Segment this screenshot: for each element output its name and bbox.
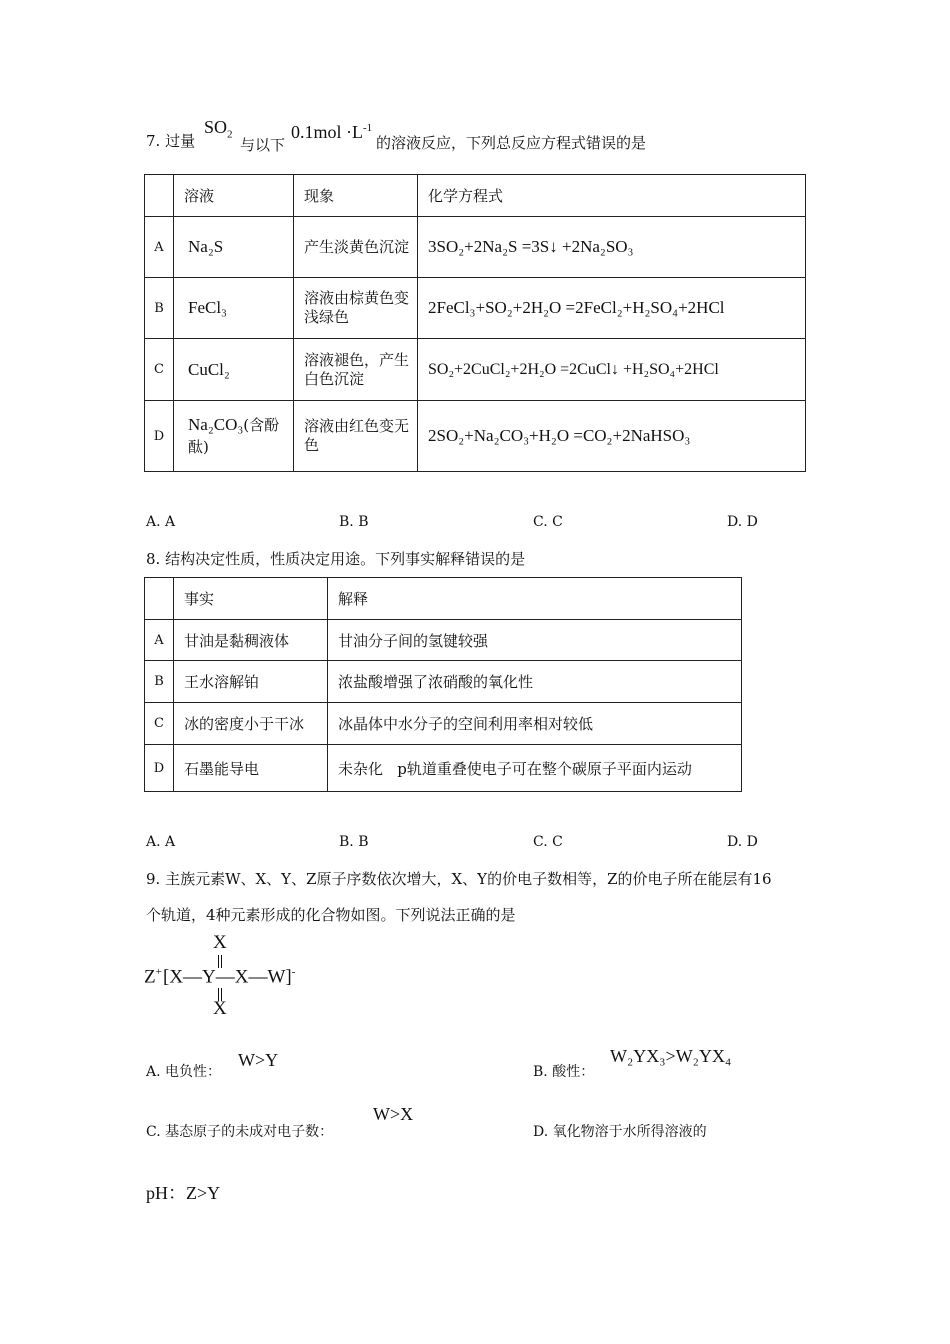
q7-concentration bbox=[291, 122, 372, 143]
q7-row-label: D bbox=[145, 401, 174, 472]
q7-row-label: B bbox=[145, 278, 174, 339]
q8-fact: 石墨能导电 bbox=[174, 745, 328, 792]
q9-option-b-label: B. 酸性： bbox=[533, 1064, 595, 1080]
q8-option-c[interactable]: C. C bbox=[533, 834, 563, 850]
q8-explanation: 冰晶体中水分子的空间利用率相对较低 bbox=[328, 703, 742, 745]
q8-header-explanation: 解释 bbox=[328, 578, 742, 620]
q7-header-blank bbox=[145, 175, 174, 217]
q8-row-a bbox=[145, 620, 742, 661]
q7-option-d[interactable]: D. D bbox=[727, 514, 758, 530]
structure-cation bbox=[144, 966, 162, 988]
q7-equation: SO₂+2CuCl₂+2H₂O =2CuCl↓ +H₂SO₄+2HCl bbox=[428, 361, 719, 378]
q9-option-c-formula: W>X bbox=[373, 1104, 414, 1124]
q7-row-a bbox=[145, 217, 806, 278]
q7-equation: 3SO₂+2Na₂S =3S↓ +2Na₂SO₃ bbox=[428, 237, 634, 256]
q7-table bbox=[144, 174, 806, 472]
q8-row-label: D bbox=[145, 745, 174, 792]
q7-row-label: C bbox=[145, 339, 174, 401]
cation-charge: + bbox=[155, 966, 162, 978]
q7-row-b bbox=[145, 278, 806, 339]
q8-fact: 王水溶解铂 bbox=[174, 661, 328, 703]
q9-option-d[interactable] bbox=[533, 1121, 707, 1141]
q7-middle: 与以下 bbox=[240, 136, 286, 154]
anion-chain: [X—Y—X—W] bbox=[163, 966, 292, 988]
q8-fact: 冰的密度小于干冰 bbox=[174, 703, 328, 745]
q7-header-solution: 溶液 bbox=[174, 175, 294, 217]
q8-row-b bbox=[145, 661, 742, 703]
q8-explanation: 甘油分子间的氢键较强 bbox=[328, 620, 742, 661]
q7-phenomenon: 溶液褪色，产生白色沉淀 bbox=[294, 339, 418, 401]
q9-option-b-formula: W₂YX₃>W₂YX₄ bbox=[610, 1046, 732, 1066]
q7-header-equation: 化学方程式 bbox=[418, 175, 806, 217]
q7-row-c bbox=[145, 339, 806, 401]
q7-solution: FeCl₃ bbox=[188, 298, 227, 317]
q8-option-a[interactable]: A. A bbox=[146, 834, 176, 850]
q7-solution: CuCl₂ bbox=[188, 359, 230, 379]
q7-suffix: 的溶液反应，下列总反应方程式错误的是 bbox=[376, 134, 647, 152]
q9-stem-line1: 9. 主族元素W、X、Y、Z原子序数依次增大，X、Y的价电子数相等，Z的价电子所在能层有16 bbox=[146, 870, 772, 888]
q7-stem bbox=[146, 130, 195, 151]
q7-row-label: A bbox=[145, 217, 174, 278]
q7-so2 bbox=[204, 117, 233, 141]
anion-charge: - bbox=[291, 966, 296, 978]
q7-so2-text: SO bbox=[204, 117, 228, 137]
q7-equation: 2SO₂+Na₂CO₃+H₂O =CO₂+2NaHSO₃ bbox=[428, 426, 691, 445]
q8-stem: 8. 结构决定性质，性质决定用途。下列事实解释错误的是 bbox=[146, 550, 526, 568]
q7-header-row bbox=[145, 175, 806, 217]
q7-option-b[interactable]: B. B bbox=[339, 514, 369, 530]
q8-table bbox=[144, 577, 742, 792]
q7-option-c[interactable]: C. C bbox=[533, 514, 563, 530]
q8-explanation: 浓盐酸增强了浓硝酸的氧化性 bbox=[328, 661, 742, 703]
q7-prefix: 7. 过量 bbox=[146, 132, 196, 150]
q7-row-d bbox=[145, 401, 806, 472]
q7-so2-sub: 2 bbox=[227, 128, 233, 141]
q9-option-a[interactable] bbox=[146, 1061, 221, 1081]
q7-equation: 2FeCl₃+SO₂+2H₂O =2FeCl₂+H₂SO₄+2HCl bbox=[428, 298, 725, 317]
q8-option-b[interactable]: B. B bbox=[339, 834, 369, 850]
q7-option-a[interactable]: A. A bbox=[146, 514, 176, 530]
q7-phenomenon: 溶液由红色变无色 bbox=[294, 401, 418, 472]
q7-solution: Na₂CO₃ bbox=[188, 415, 244, 434]
q8-header-row bbox=[145, 578, 742, 620]
q7-header-phenomenon: 现象 bbox=[294, 175, 418, 217]
q8-row-label: A bbox=[145, 620, 174, 661]
structure-bottom-x: X bbox=[213, 998, 227, 1019]
q9-structure-diagram bbox=[140, 928, 340, 1024]
structure-top-x: X bbox=[213, 932, 227, 953]
q9-stem-line2: 个轨道，4种元素形成的化合物如图。下列说法正确的是 bbox=[146, 906, 516, 924]
q8-fact: 甘油是黏稠液体 bbox=[174, 620, 328, 661]
q7-conc-sup: -1 bbox=[363, 122, 373, 134]
q8-row-label: C bbox=[145, 703, 174, 745]
q8-row-d bbox=[145, 745, 742, 792]
q9-option-a-label: A. 电负性： bbox=[146, 1064, 222, 1080]
q9-option-d-tail: pH：Z>Y bbox=[146, 1183, 221, 1203]
q7-phenomenon: 产生淡黄色沉淀 bbox=[294, 217, 418, 278]
q9-option-d-label: D. 氧化物溶于水所得溶液的 bbox=[533, 1124, 707, 1140]
q8-option-d[interactable]: D. D bbox=[727, 834, 758, 850]
q8-row-c bbox=[145, 703, 742, 745]
q9-option-a-formula: W>Y bbox=[238, 1050, 279, 1070]
q7-solution: Na₂S bbox=[188, 237, 224, 256]
q8-header-blank bbox=[145, 578, 174, 620]
structure-anion bbox=[163, 966, 295, 988]
q7-phenomenon: 溶液由棕黄色变浅绿色 bbox=[294, 278, 418, 339]
q7-solution-note: (含酚酞) bbox=[188, 416, 280, 456]
q9-option-c-label: C. 基态原子的未成对电子数： bbox=[146, 1124, 334, 1140]
q8-explanation: 未杂化 p轨道重叠使电子可在整个碳原子平面内运动 bbox=[328, 745, 742, 792]
q8-row-label: B bbox=[145, 661, 174, 703]
q7-conc-text: 0.1mol ·L bbox=[291, 122, 363, 142]
q9-option-c[interactable] bbox=[146, 1121, 333, 1141]
cation-symbol: Z bbox=[144, 966, 156, 988]
q8-header-fact: 事实 bbox=[174, 578, 328, 620]
q9-option-b[interactable] bbox=[533, 1061, 594, 1081]
